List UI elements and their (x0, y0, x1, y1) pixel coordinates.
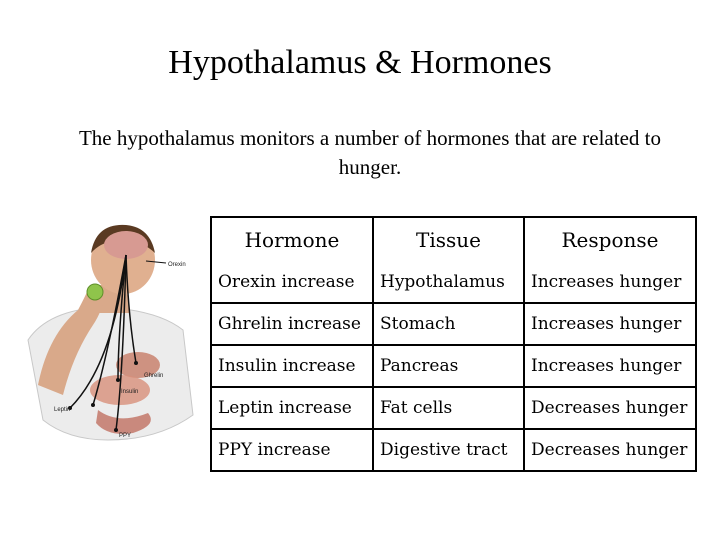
cell-response: Increases hunger (524, 303, 696, 345)
cell-response: Decreases hunger (524, 429, 696, 471)
label-orexin: Orexin (168, 262, 186, 268)
table-row (211, 387, 696, 429)
cell-hormone: PPY increase (211, 429, 373, 471)
table-row (211, 429, 696, 471)
label-ppy: PPY (119, 433, 132, 439)
cell-response: Increases hunger (524, 345, 696, 387)
cell-response: Increases hunger (524, 262, 696, 303)
cell-tissue: Pancreas (373, 345, 524, 387)
cell-hormone: Leptin increase (211, 387, 373, 429)
label-ghrelin: Ghrelin (144, 373, 164, 379)
label-insulin: Insulin (121, 389, 139, 395)
hormone-table (210, 216, 697, 472)
table-header-row (211, 217, 696, 262)
cell-hormone: Orexin increase (211, 262, 373, 303)
cell-tissue: Hypothalamus (373, 262, 524, 303)
cell-tissue: Stomach (373, 303, 524, 345)
table-row (211, 262, 696, 303)
table-row (211, 345, 696, 387)
table-row (211, 303, 696, 345)
cell-hormone: Ghrelin increase (211, 303, 373, 345)
header-response: Response (524, 217, 696, 262)
cell-tissue: Fat cells (373, 387, 524, 429)
header-hormone: Hormone (244, 228, 340, 252)
slide-subtitle: The hypothalamus monitors a number of hormones that are related to hunger. (78, 126, 661, 179)
header-tissue: Tissue (373, 217, 524, 262)
cell-response: Decreases hunger (524, 387, 696, 429)
cell-hormone: Insulin increase (211, 345, 373, 387)
man-eating-apple-illustration (8, 215, 208, 445)
cell-tissue: Digestive tract (373, 429, 524, 471)
slide-title: Hypothalamus & Hormones (168, 44, 552, 81)
label-leptin: Leptin (54, 407, 71, 413)
